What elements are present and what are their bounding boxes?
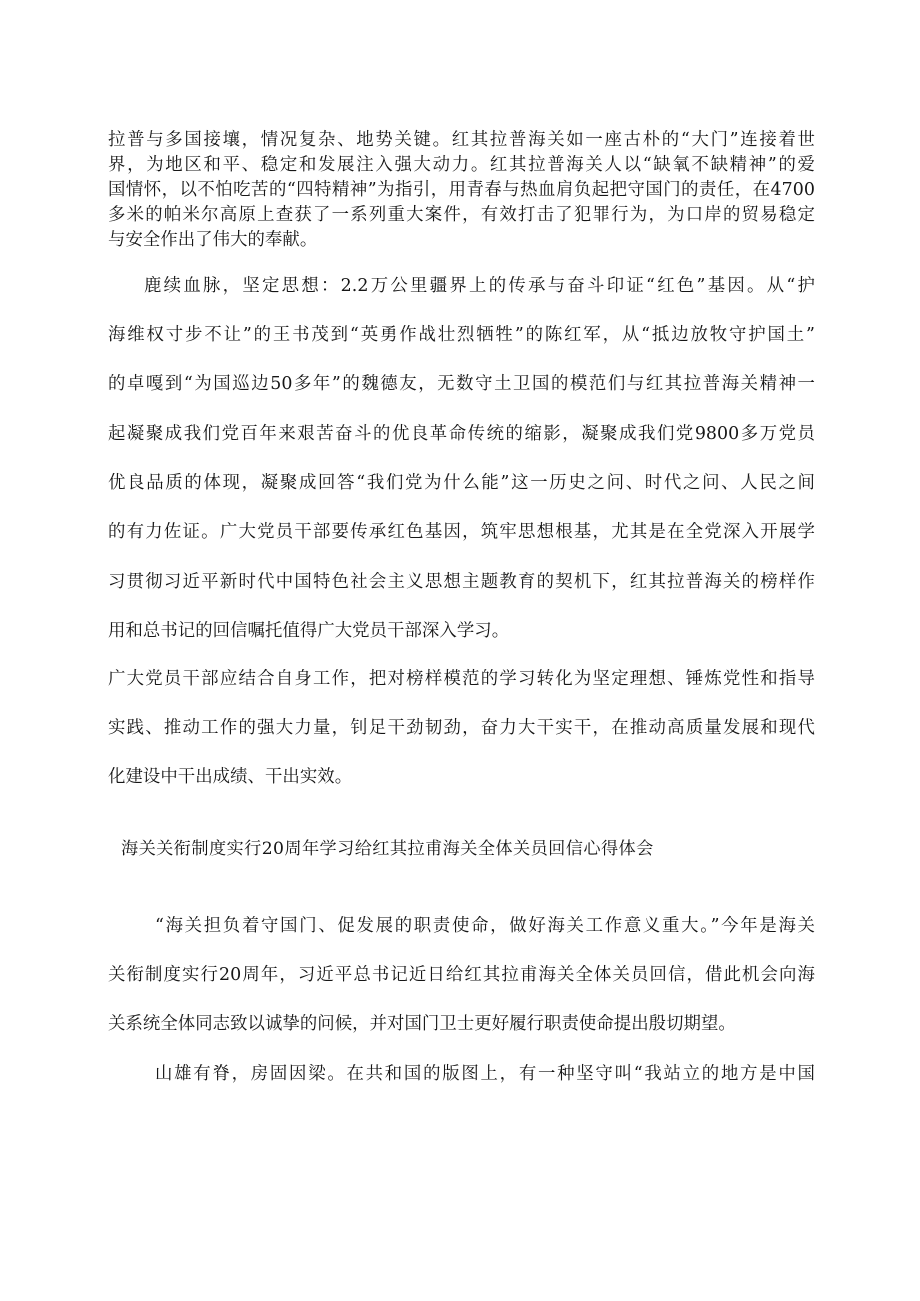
article-heading: 海关关衔制度实行20周年学习给红其拉甫海关全体关员回信心得体会 bbox=[121, 839, 654, 859]
paragraph-line: 实践、推动工作的强大力量，钊足干劲韧劲，奋力大干实干，在推动高质量发展和现代 bbox=[108, 718, 815, 738]
paragraph-line: 海维权寸步不让”的王书茂到“英勇作战壮烈牺牲”的陈红军，从“抵边放牧守护国土” bbox=[108, 325, 815, 345]
paragraph-line: 优良品质的体现，凝聚成回答“我们党为什么能”这一历史之问、时代之问、人民之间 bbox=[108, 473, 815, 493]
paragraph-line: 用和总书记的回信嘱托值得广大党员干部深入学习。 bbox=[108, 621, 510, 641]
paragraph-line: “海关担负着守国门、促发展的职责使命，做好海关工作意义重大。”今年是海关 bbox=[155, 916, 815, 936]
paragraph-line: 的有力佐证。广大党员干部要传承红色基因，筑牢思想根基，尤其是在全党深入开展学 bbox=[108, 522, 815, 542]
paragraph-line: 鹿续血脉，坚定思想：2.2万公里疆界上的传承与奋斗印证“红色”基因。从“护 bbox=[144, 276, 815, 296]
paragraph-line: 习贯彻习近平新时代中国特色社会主义思想主题教育的契机下，红其拉普海关的榜样作 bbox=[108, 572, 815, 592]
paragraph-line: 界，为地区和平、稳定和发展注入强大动力。红其拉普海关人以“缺氧不缺精神”的爱 bbox=[108, 155, 815, 175]
paragraph-line: 起凝聚成我们党百年来艰苦奋斗的优良革命传统的缩影，凝聚成我们党9800多万党员 bbox=[108, 424, 815, 444]
paragraph-line: 化建设中干出成绩、干出实效。 bbox=[108, 767, 353, 787]
paragraph-line: 拉普与多国接壤，情况复杂、地势关键。红其拉普海关如一座古朴的“大门”连接着世 bbox=[108, 130, 815, 150]
paragraph-line: 的卓嘎到“为国巡边50多年”的魏德友，无数守土卫国的模范们与红其拉普海关精神一 bbox=[108, 374, 815, 394]
paragraph-line: 山雄有脊，房固因梁。在共和国的版图上，有一种坚守叫“我站立的地方是中国 bbox=[155, 1064, 815, 1084]
paragraph-line: 多米的帕米尔高原上查获了一系列重大案件，有效打击了犯罪行为，为口岸的贸易稳定 bbox=[108, 205, 815, 225]
paragraph-line: 关系统全体同志致以诚挚的问候，并对国门卫士更好履行职责使命提出殷切期望。 bbox=[108, 1014, 736, 1034]
paragraph-line: 广大党员干部应结合自身工作，把对榜样模范的学习转化为坚定理想、锤炼党性和指导 bbox=[108, 669, 815, 689]
paragraph-line: 关衔制度实行20周年，习近平总书记近日给红其拉甫海关全体关员回信，借此机会向海 bbox=[108, 965, 815, 985]
paragraph-line: 国情怀，以不怕吃苦的“四特精神”为指引，用青春与热血肩负起把守国门的责任，在4700 bbox=[108, 180, 815, 200]
paragraph-line: 与安全作出了伟大的奉献。 bbox=[108, 230, 318, 250]
